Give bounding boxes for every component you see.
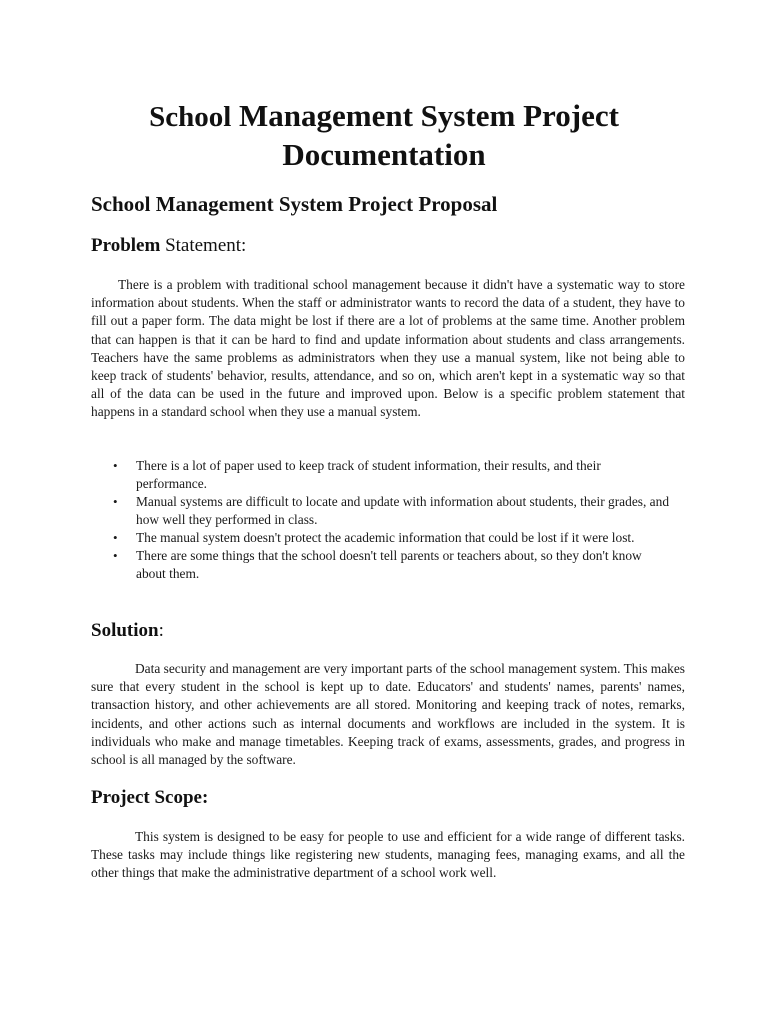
- list-item: [113, 457, 673, 493]
- solution-heading: [91, 618, 164, 644]
- solution-paragraph: Data security and management are very important parts of the school management system. This makes sure that every student in the school is kept up to date. Educators' and students' names, parents' names, transaction history, and other achievements are all stored. Monitoring and keeping track of notes, remarks, incidents, and other actions such as internal documents and workflows are included in the system. It is individuals who make and manage timetables. Keeping track of exams, assessments, grades, and progress in school is all managed by the software.: [91, 661, 685, 768]
- problem-bullet-list: [113, 457, 673, 583]
- document-title: [84, 97, 684, 174]
- list-item-text: The manual system doesn't protect the academic information that could be lost if it were lost.: [136, 530, 635, 545]
- proposal-heading: School Management System Project Proposal: [91, 192, 498, 216]
- solution-heading-colon: :: [158, 620, 164, 641]
- project-scope-heading: Project Scope:: [91, 787, 209, 808]
- problem-statement-paragraph: There is a problem with traditional school management because it didn't have a systematic way to store information about students. When the staff or administrator wants to record the data of a student, they have to fill out a paper form. The data might be lost if there are a lot of problems at the same time. Another problem that can happen is that it can be hard to find and update information about students and class arrangements. Teachers have the same problems as administrators when they use a manual system, like not being able to keep track of students' behavior, results, attendance, and so on, which aren't kept in a systematic way so that all of the data can be used in the future and improved upon. Below is a specific problem statement that happens in a standard school when they use a manual system.: [91, 277, 685, 420]
- bullet-dot: •: [113, 530, 118, 545]
- problem-heading-bold: Problem: [91, 235, 161, 256]
- list-item: [113, 493, 673, 529]
- problem-statement-heading: [91, 233, 246, 259]
- list-item-text: There is a lot of paper used to keep track of student information, their results, and their performance.: [136, 458, 601, 491]
- bullet-dot: •: [113, 458, 118, 473]
- list-item: [113, 529, 673, 547]
- solution-heading-text: Solution: [91, 620, 159, 641]
- project-scope-paragraph: This system is designed to be easy for people to use and efficient for a wide range of different tasks. These tasks may include things like registering new students, managing fees, managing exams, and all the other things that make the administrative department of a school work well.: [91, 829, 685, 881]
- list-item: [113, 547, 673, 583]
- bullet-dot: •: [113, 494, 118, 509]
- title-first-word: School: [149, 101, 232, 133]
- list-item-text: Manual systems are difficult to locate and update with information about students, their grades, and how well they performed in class.: [136, 494, 670, 527]
- title-rest: Management System Project Documentation: [239, 98, 619, 172]
- problem-heading-rest: Statement:: [165, 235, 247, 256]
- bullet-dot: •: [113, 548, 118, 563]
- list-item-text: There are some things that the school doesn't tell parents or teachers about, so they don't know about them.: [136, 548, 642, 581]
